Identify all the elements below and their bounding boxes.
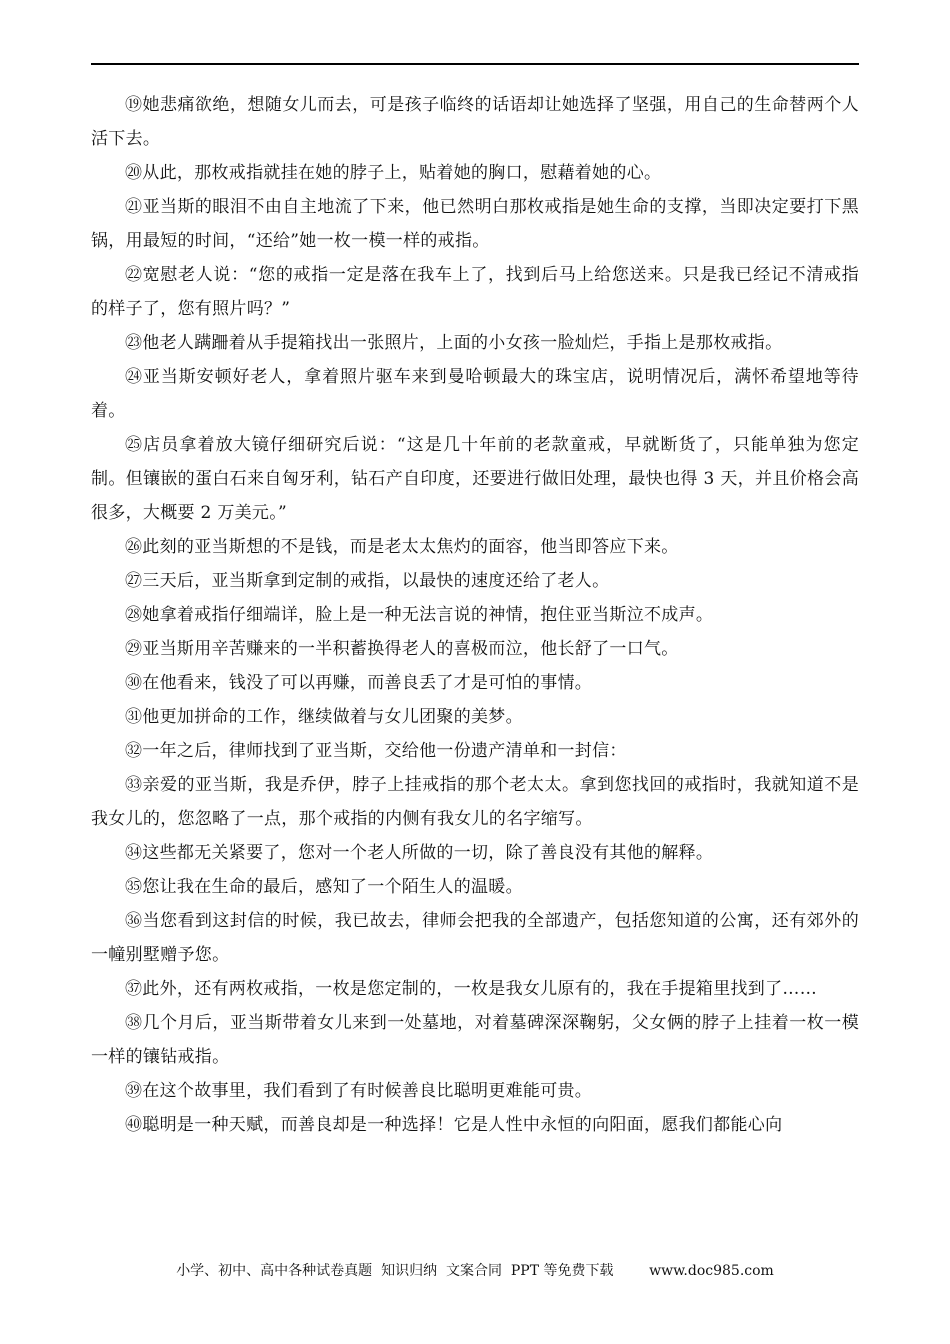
paragraph-40: ㊵聪明是一种天赋，而善良却是一种选择！它是人性中永恒的向阳面，愿我们都能心向 <box>125 1115 783 1135</box>
paragraph-30: ㉚在他看来，钱没了可以再赚，而善良丢了才是可怕的事情。 <box>125 673 593 693</box>
article-body <box>91 88 859 1142</box>
footer-url[interactable]: www.doc985.com <box>649 1263 774 1279</box>
paragraph-31: ㉛他更加拼命的工作，继续做着与女儿团聚的美梦。 <box>125 707 523 727</box>
paragraph-36: ㊱当您看到这封信的时候，我已故去，律师会把我的全部遗产，包括您知道的公寓，还有郊外的一幢别墅赠予您。 <box>91 911 859 965</box>
paragraph-24: ㉔亚当斯安顿好老人，拿着照片驱车来到曼哈顿最大的珠宝店，说明情况后，满怀希望地等待着。 <box>91 367 859 421</box>
paragraph-21: ㉑亚当斯的眼泪不由自主地流了下来，他已然明白那枚戒指是她生命的支撑，当即决定要打下黑锅，用最短的时间，“还给”她一枚一模一样的戒指。 <box>91 197 859 251</box>
paragraph-32: ㉜一年之后，律师找到了亚当斯，交给他一份遗产清单和一封信： <box>125 741 627 761</box>
paragraph-37: ㊲此外，还有两枚戒指，一枚是您定制的，一枚是我女儿原有的，我在手提箱里找到了…… <box>125 979 817 999</box>
paragraph-39: ㊴在这个故事里，我们看到了有时候善良比聪明更难能可贵。 <box>125 1081 593 1101</box>
paragraph-26: ㉖此刻的亚当斯想的不是钱，而是老太太焦灼的面容，他当即答应下来。 <box>125 537 679 557</box>
paragraph-38: ㊳几个月后，亚当斯带着女儿来到一处墓地，对着墓碑深深鞠躬，父女俩的脖子上挂着一枚一模一样的镶钻戒指。 <box>91 1013 859 1067</box>
paragraph-35: ㉟您让我在生命的最后，感知了一个陌生人的温暖。 <box>125 877 523 897</box>
page-footer <box>0 1261 950 1281</box>
paragraph-33: ㉝亲爱的亚当斯，我是乔伊，脖子上挂戒指的那个老太太。拿到您找回的戒指时，我就知道不是我女儿的，您忽略了一点，那个戒指的内侧有我女儿的名字缩写。 <box>91 775 859 829</box>
paragraph-25: ㉕店员拿着放大镜仔细研究后说：“这是几十年前的老款童戒，早就断货了，只能单独为您定制。但镶嵌的蛋白石来自匈牙利，钻石产自印度，还要进行做旧处理，最快也得 3 天，并且价格会高很多，大概要 2 万美元。” <box>91 435 859 523</box>
paragraph-34: ㉞这些都无关紧要了，您对一个老人所做的一切，除了善良没有其他的解释。 <box>125 843 714 863</box>
paragraph-29: ㉙亚当斯用辛苦赚来的一半积蓄换得老人的喜极而泣，他长舒了一口气。 <box>125 639 679 659</box>
paragraph-28: ㉘她拿着戒指仔细端详，脸上是一种无法言说的神情，抱住亚当斯泣不成声。 <box>125 605 714 625</box>
paragraph-23: ㉓他老人蹒跚着从手提箱找出一张照片，上面的小女孩一脸灿烂，手指上是那枚戒指。 <box>125 333 783 353</box>
footer-text: 小学、初中、高中各种试卷真题 知识归纳 文案合同 PPT 等免费下载 <box>176 1263 614 1279</box>
header-rule <box>91 63 859 65</box>
paragraph-22: ㉒宽慰老人说：“您的戒指一定是落在我车上了，找到后马上给您送来。只是我已经记不清戒指的样子了，您有照片吗？” <box>91 265 859 319</box>
paragraph-19: ⑲她悲痛欲绝，想随女儿而去，可是孩子临终的话语却让她选择了坚强，用自己的生命替两个人活下去。 <box>91 95 859 149</box>
paragraph-27: ㉗三天后，亚当斯拿到定制的戒指，以最快的速度还给了老人。 <box>125 571 610 591</box>
paragraph-20: ⑳从此，那枚戒指就挂在她的脖子上，贴着她的胸口，慰藉着她的心。 <box>125 163 662 183</box>
